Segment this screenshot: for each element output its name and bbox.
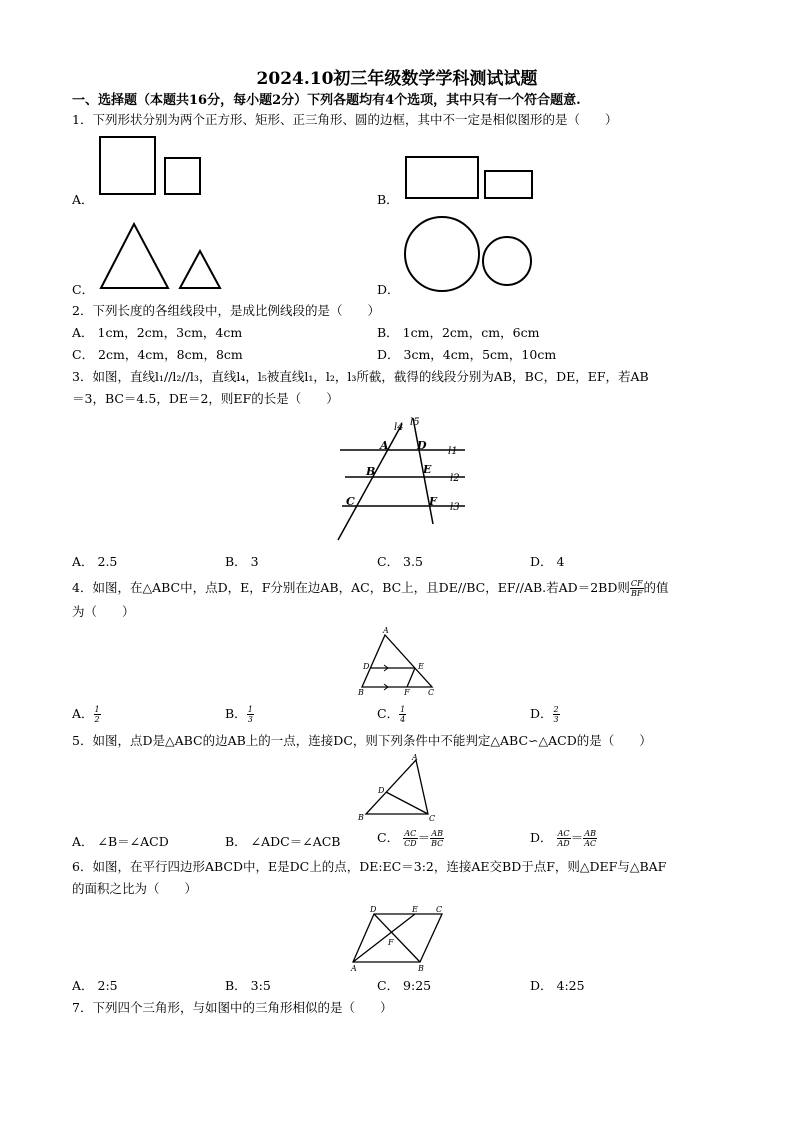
q3-label-l3: l3 bbox=[450, 502, 460, 513]
question-5-stem: 5．如图，点D是△ABC的边AB上的一点，连接DC，则下列条件中不能判定△ABC∽△ACD的是（ ） bbox=[72, 733, 652, 748]
q4-text: 4．如图，在△ABC中，点D，E，F分别在边AB，AC，BC上，且DE//BC，EF//AB.若AD＝2BD则 bbox=[72, 580, 630, 595]
question-4-line2: 为（ ） bbox=[72, 604, 135, 619]
q2-option-b[interactable]: B． 1cm，2cm，cm，6cm bbox=[377, 325, 540, 340]
q3-label-B: B bbox=[366, 465, 376, 478]
q2-option-d[interactable]: D． 3cm，4cm，5cm，10cm bbox=[377, 347, 557, 362]
question-2-stem: 2．下列长度的各组线段中，是成比例线段的是（ ） bbox=[72, 303, 380, 318]
q3-option-a[interactable]: A． 2.5 bbox=[72, 554, 118, 569]
q6-option-c[interactable]: C． 9:25 bbox=[377, 978, 432, 993]
q5-option-c[interactable]: C． $\frac{AC}{CD}$ ＝ $\frac{AB}{BC}$ bbox=[377, 829, 444, 848]
question-1-stem: 1．下列形状分别为两个正方形、矩形、正三角形、圆的边框，其中不一定是相似图形的是（ ） bbox=[72, 112, 618, 127]
q3-label-l2: l2 bbox=[450, 473, 460, 484]
q3-label-E: E bbox=[423, 463, 432, 476]
page-title: 2024.10初三年级数学学科测试试题 bbox=[256, 69, 538, 89]
q6-figure bbox=[348, 902, 458, 972]
q6-label-E: E bbox=[412, 905, 418, 914]
q4-option-b[interactable]: B． $\frac{1}{3}$ bbox=[225, 705, 253, 724]
q4-option-a[interactable]: A． $\frac{1}{2}$ bbox=[72, 705, 100, 724]
question-3-line2: ＝3，BC＝4.5，DE＝2，则EF的长是（ ） bbox=[72, 391, 339, 406]
q6-label-D: D bbox=[370, 905, 377, 914]
q6-option-a[interactable]: A． 2:5 bbox=[72, 978, 118, 993]
q6-option-b[interactable]: B． 3:5 bbox=[225, 978, 271, 993]
q5-option-d[interactable]: D． $\frac{AC}{AD}$ ＝ $\frac{AB}{AC}$ bbox=[530, 829, 597, 848]
q5-figure bbox=[352, 752, 442, 824]
q3-option-d[interactable]: D． 4 bbox=[530, 554, 565, 569]
q4-label-F: F bbox=[404, 688, 410, 697]
q5-option-a[interactable]: A． ∠B＝∠ACD bbox=[72, 834, 169, 849]
q6-label-A: A bbox=[351, 964, 357, 973]
q1-option-c[interactable]: C． bbox=[72, 282, 95, 297]
q4-label-E: E bbox=[418, 662, 424, 671]
q2-option-a[interactable]: A． 1cm，2cm，3cm，4cm bbox=[72, 325, 243, 340]
q4-option-d[interactable]: D． $\frac{2}{3}$ bbox=[530, 705, 559, 724]
q3-label-F: F bbox=[429, 495, 437, 508]
question-4-line1 bbox=[72, 578, 669, 598]
q5-label-B: B bbox=[358, 813, 364, 822]
q3-label-C: C bbox=[346, 495, 355, 508]
q3-label-D: D bbox=[417, 439, 427, 452]
q3-option-b[interactable]: B． 3 bbox=[225, 554, 259, 569]
q4-figure bbox=[355, 625, 445, 697]
q5-label-D: D bbox=[378, 786, 385, 795]
q6-label-F: F bbox=[388, 938, 394, 947]
q1-figure-b bbox=[400, 152, 580, 212]
q4-label-A: A bbox=[383, 626, 389, 635]
q4-label-B: B bbox=[358, 688, 364, 697]
q1-option-d[interactable]: D． bbox=[377, 282, 400, 297]
q1-figure-a bbox=[95, 133, 235, 203]
q3-option-c[interactable]: C． 3.5 bbox=[377, 554, 423, 569]
q3-label-l4: l4 bbox=[394, 422, 404, 433]
q6-label-B: B bbox=[418, 964, 424, 973]
q4-text-end: 的值 bbox=[643, 580, 669, 595]
q4-ratio: $\frac{CF}{BF}$ bbox=[630, 579, 643, 598]
q4-label-C: C bbox=[428, 688, 435, 697]
q1-figure-d bbox=[400, 212, 540, 297]
q1-option-b[interactable]: B． bbox=[377, 192, 399, 207]
q5-option-b[interactable]: B． ∠ADC＝∠ACB bbox=[225, 834, 341, 849]
q3-label-l1: l1 bbox=[448, 446, 458, 457]
q3-label-l5: l5 bbox=[410, 417, 420, 428]
q2-option-c[interactable]: C． 2cm，4cm，8cm，8cm bbox=[72, 347, 243, 362]
q5-label-A: A bbox=[412, 753, 418, 762]
q4-label-D: D bbox=[363, 662, 370, 671]
question-3-line1: 3．如图，直线l₁//l₂//l₃，直线l₄，l₅被直线l₁，l₂，l₃所截，截得的线段分别为AB，BC，DE，EF，若AB bbox=[72, 369, 649, 384]
section-heading: 一、选择题（本题共16分，每小题2分）下列各题均有4个选项，其中只有一个符合题意. bbox=[72, 93, 581, 108]
q3-label-A: A bbox=[380, 439, 389, 452]
q3-figure bbox=[330, 412, 470, 547]
q1-figure-c bbox=[95, 220, 245, 295]
question-6-line2: 的面积之比为（ ） bbox=[72, 881, 198, 896]
q1-option-a[interactable]: A． bbox=[72, 192, 94, 207]
q5-label-C: C bbox=[429, 814, 436, 823]
q6-label-C: C bbox=[436, 905, 443, 914]
q4-option-c[interactable]: C． $\frac{1}{4}$ bbox=[377, 705, 406, 724]
question-6-line1: 6．如图，在平行四边形ABCD中，E是DC上的点，DE:EC＝3:2，连接AE交BD于点F，则△DEF与△BAF bbox=[72, 859, 667, 874]
question-7-stem: 7．下列四个三角形，与如图中的三角形相似的是（ ） bbox=[72, 1000, 393, 1015]
q6-option-d[interactable]: D． 4:25 bbox=[530, 978, 585, 993]
